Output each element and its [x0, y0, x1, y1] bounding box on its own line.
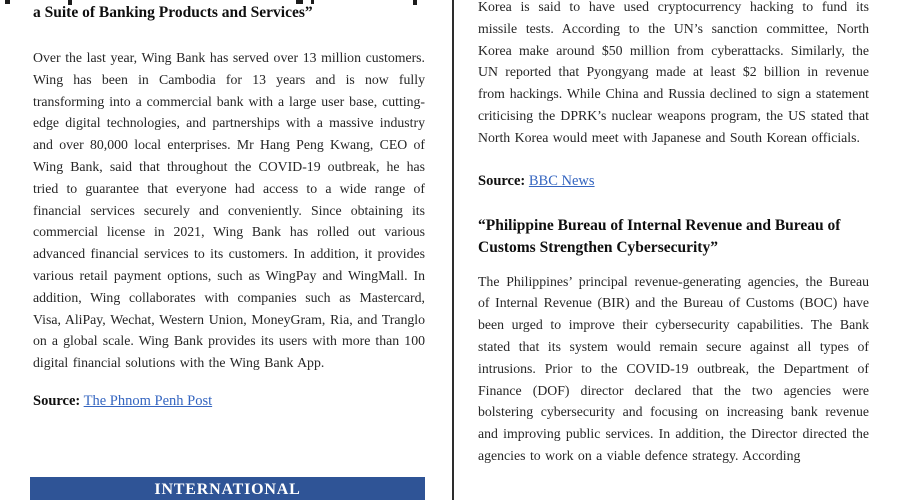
article-heading-fragment: a Suite of Banking Products and Services” — [33, 4, 313, 21]
source-label: Source: — [33, 392, 81, 409]
article-paragraph-philippine: The Philippines’ principal revenue-generating agencies, the Bureau of Internal Revenue (BIR) and the Bureau of Customs (BOC) have been urged to improve their cybersecurity capabilities. The Bank stated that its system would remain secure against all types of intrusions. Prior to the COVID-19 outbreak, the Department of Finance (DOF) director declared that the two agencies were bolstering cybersecurity and focusing on increasing bank revenue and improving public services. In addition, the Director directed the agencies to work on a viable defence strategy. According — [478, 273, 869, 463]
right-column — [478, 0, 869, 467]
article-paragraph-wing-bank: Over the last year, Wing Bank has served over 13 million customers. Wing has been in Cambodia for 13 years and is now fully transforming into a commercial bank with a large user base, cutting-edge digital technologies, and partnerships with a massive industry and over 80,000 local enterprises. Mr Hang Peng Kwang, CEO of Wing Bank, said that throughout the COVID-19 outbreak, he has tried to guarantee that everyone had access to a wide range of financial services securely and conveniently. Since obtaining its commercial license in 2021, Wing Bank has rolled out various advanced financial services to its customers. In addition, it provides various retail payment options, such as WingPay and WingMall. In addition, Wing collaborates with companies such as Mastercard, Visa, AliPay, Wechat, Western Union, MoneyGram, Ria, and Tranglo on a global scale. Wing Bank provides its users with more than 100 digital financial solutions with the Wing Bank App. — [33, 50, 425, 371]
source-line — [478, 171, 869, 191]
left-column — [33, 0, 425, 411]
source-label: Source: — [478, 172, 526, 189]
section-banner-international: INTERNATIONAL — [30, 477, 425, 500]
source-line — [33, 391, 425, 411]
column-divider — [452, 0, 454, 500]
clipped-line-fragment — [5, 0, 10, 4]
article-heading-philippine: “Philippine Bureau of Internal Revenue and Bureau of Customs Strengthen Cybersecurity” — [478, 216, 841, 256]
source-link-phnom-penh-post[interactable]: The Phnom Penh Post — [83, 392, 213, 409]
source-link-bbc-news[interactable]: BBC News — [528, 172, 595, 189]
article-paragraph-north-korea: Korea is said to have used cryptocurrency hacking to fund its missile tests. According to the UN’s sanction committee, North Korea make around $50 million from cyberattacks. Similarly, the UN reported that Pyongyang made at least $2 billion in revenue from hackings. While China and Russia declined to sign a statement criticising the DPRK’s nuclear weapons program, the US stated that North Korea would meet with Japanese and South Korean officials. — [478, 0, 869, 145]
